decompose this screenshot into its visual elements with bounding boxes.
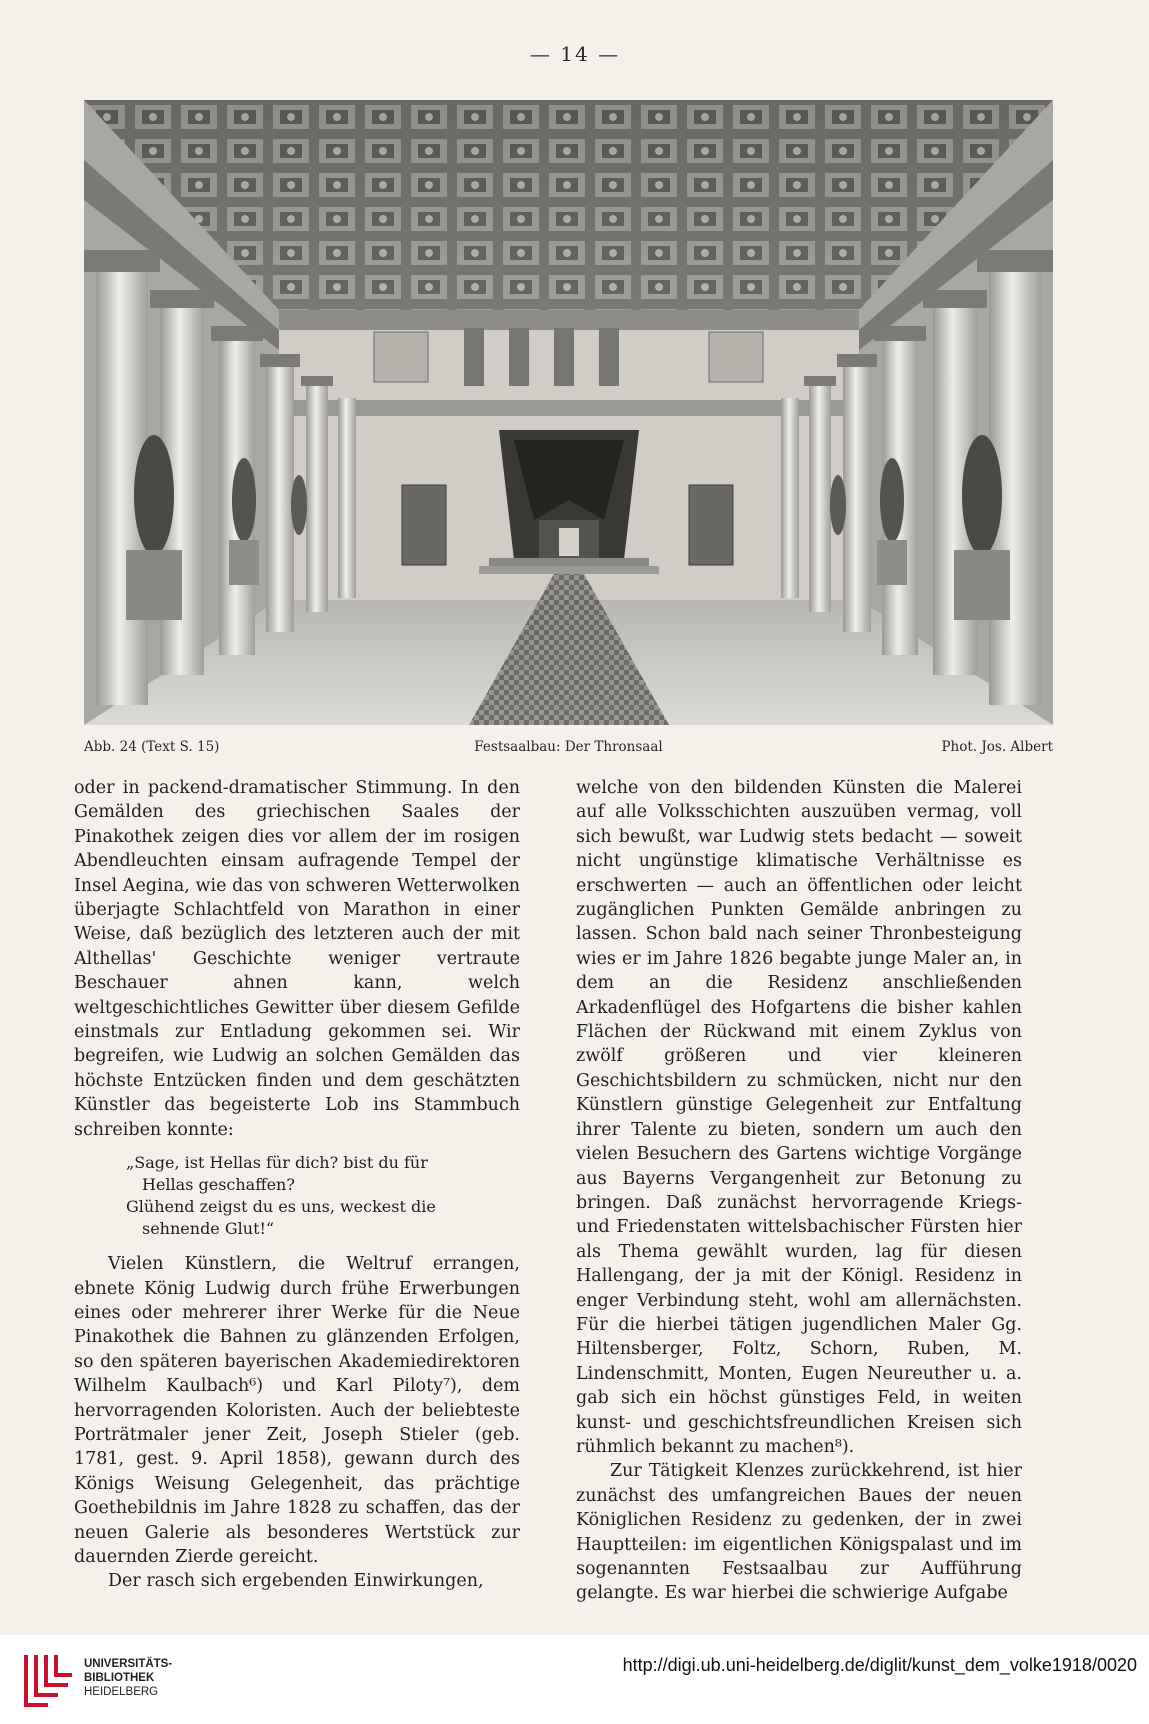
paragraph: Vielen Künstlern, die Weltruf errangen, ebnete König Ludwig durch frühe Erwerbungen eines oder mehrerer ihrer Werke für die Neue Pinakothek die Bahnen zu glänzenden Erfolgen, so den späteren bayerischen Akademiedirektoren Wilhelm Kaulbach⁶) und Karl Piloty⁷), dem hervorragenden Koloristen. Auch der beliebteste Porträtmaler jener Zeit, Joseph Stieler (geb. 1781, gest. 9. April 1858), gewann durch des Königs Weisung Gelegenheit, das prächtige Goethebildnis im Jahre 1828 zu schaffen, das der neuen Galerie als besonderes Wertstück zur dauernden Zierde gereicht.	[74, 1254, 520, 1567]
paragraph: welche von den bildenden Künsten die Malerei auf alle Volksschichten auszuüben vermag, voll sich bewußt, war Ludwig stets bedacht — soweit nicht ungünstige klimatische Verhältnisse es erschwerten — auch an öffentlichen oder leicht zugänglichen Punkten Gemälde anbringen zu lassen. Schon bald nach seiner Thronbesteigung wies er im Jahre 1826 begabte junge Maler an, in dem an die Residenz anschließenden Arkadenflügel des Hofgartens die bisher kahlen Flächen der Rückwand mit einem Zyklus von zwölf größeren und vier kleineren Geschichtsbildern zu schmücken, nicht nur den Künstlern günstige Gelegenheit zur Entfaltung ihrer Talente zu bieten, sondern um auch den vielen Besuchern des Gartens wichtige Vorgänge aus Bayerns Vergangenheit zur Betonung zu bringen. Daß zunächst hervorragende Kriegs- und Friedenstaten wittelsbachischer Fürsten hier als Thema gewählt wurden, lag für diesen Hallengang, der ja mit der Königl. Residenz in enger Verbindung steht, wohl am allernächsten. Für die hierbei tätigen jugendlichen Maler Gg. Hiltensberger, Foltz, Schorn, Ruben, M. Lindenschmitt, Monten, Eugen Neureuther u. a. gab sich ein höchst günstiges Feld, in weiten kunst- und geschichtsfreundlichen Kreisen sich rühmlich bekannt zu machen⁸).	[576, 778, 1022, 1457]
paragraph: Zur Tätigkeit Klenzes zurückkehrend, ist hier zunächst des umfangreichen Baues der neuen Königlichen Residenz zu gedenken, der in zwei Hauptteilen: im eigentlichen Königspalast und im sogenannten Festsaalbau zur Aufführung gelangte. Es war hierbei die schwierige Aufgabe	[576, 1461, 1022, 1604]
page-number: — 14 —	[529, 42, 621, 66]
photo-credit: Phot. Jos. Albert	[941, 739, 1053, 755]
paragraph: Der rasch sich ergebenden Einwirkungen,	[108, 1571, 484, 1592]
library-name-line: HEIDELBERG	[84, 1686, 159, 1698]
throne-room-illustration	[84, 100, 1053, 725]
text-column-right	[576, 776, 1022, 1606]
text-column-left	[74, 776, 520, 1594]
source-url-link[interactable]: http://digi.ub.uni-heidelberg.de/diglit/kunst_dem_volke1918/0020	[622, 1655, 1137, 1675]
library-logo-icon	[22, 1653, 74, 1709]
paragraph: oder in packend-dramatischer Stimmung. In den Gemälden des griechischen Saales der Pinakothek zeigen dies vor allem der im rosigen Abendleuchten einsam aufragende Tempel der Insel Aegina, wie das von schweren Wetterwolken überjagte Schlachtfeld von Marathon in einer Weise, daß bezüglich des letzteren auch der mit Althellas' Geschichte weniger vertraute Beschauer ahnen kann, welch weltgeschichtliches Gewitter über diesem Gefilde einstmals zur Entladung gekommen sei. Wir begreifen, wie Ludwig an solchen Gemälden das höchste Entzücken finden und dem geschätzten Künstler das begeisterte Lob ins Stammbuch schreiben konnte:	[74, 778, 520, 1140]
library-name	[84, 1657, 172, 1699]
figure-number: Abb. 24 (Text S. 15)	[84, 739, 220, 755]
library-name-line: BIBLIOTHEK	[84, 1672, 155, 1684]
library-name-line: UNIVERSITÄTS-	[84, 1658, 173, 1670]
figure-title: Festsaalbau: Der Thronsaal	[474, 739, 663, 755]
verse-line: sehnende Glut!“	[142, 1219, 275, 1239]
throne-room-photograph	[84, 100, 1053, 725]
figure-caption	[84, 739, 1053, 763]
verse-line: „Sage, ist Hellas für dich? bist du für	[126, 1153, 428, 1173]
verse-quote	[126, 1152, 520, 1240]
digitization-footer	[0, 1635, 1149, 1724]
verse-line: Hellas geschaffen?	[142, 1175, 295, 1195]
verse-line: Glühend zeigst du es uns, weckest die	[126, 1197, 436, 1217]
